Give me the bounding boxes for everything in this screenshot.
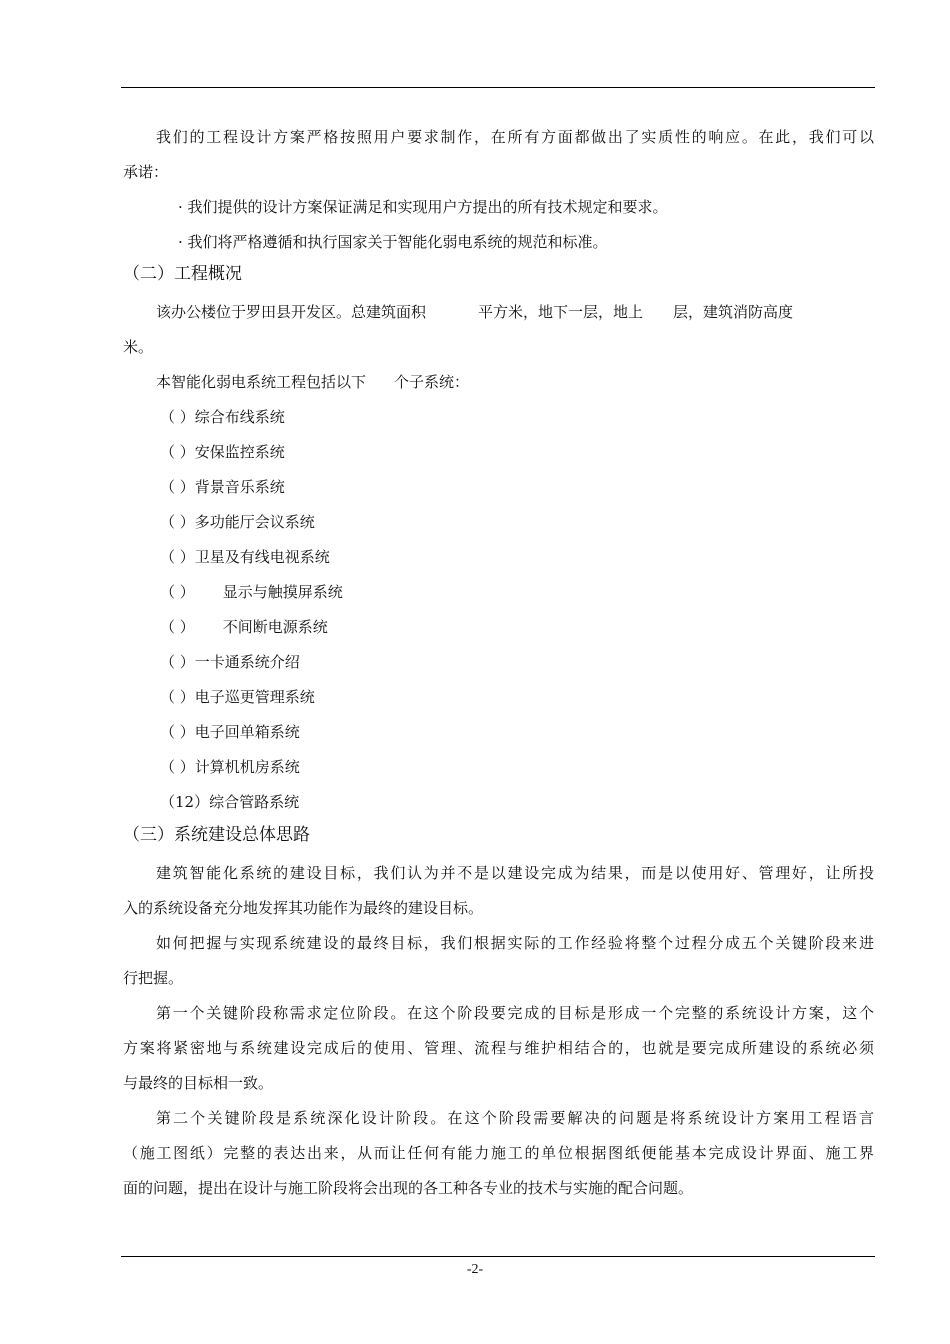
list-item	[160, 757, 300, 777]
list-item-num: （ ）	[160, 618, 195, 636]
list-item	[160, 582, 343, 602]
bullet-item: · 我们提供的设计方案保证满足和实现用户方提出的所有技术规定和要求。	[178, 198, 668, 216]
list-item-label: 显示与触摸屏系统	[222, 583, 343, 601]
overview-text-b: 平方米，地下一层，地上	[478, 303, 644, 321]
list-item-label: 综合布线系统	[194, 408, 285, 426]
list-item-num: （12）	[160, 793, 210, 811]
list-item	[160, 407, 285, 427]
list-item-label: 卫星及有线电视系统	[194, 548, 330, 566]
list-item-label: 安保监控系统	[194, 443, 285, 461]
list-item-num: （ ）	[160, 548, 195, 566]
list-item	[160, 547, 330, 567]
list-item-num: （ ）	[160, 758, 195, 776]
subsystem-intro	[156, 372, 469, 392]
paragraph-line: 如何把握与实现系统建设的最终目标，我们根据实际的工作经验将整个过程分成五个关键阶段来进	[156, 934, 874, 952]
list-item	[160, 617, 328, 637]
list-item	[160, 442, 285, 462]
overview-text-c: 层，建筑消防高度	[673, 303, 794, 321]
overview-paragraph	[156, 302, 793, 322]
paragraph-line: 与最终的目标相一致。	[123, 1074, 274, 1092]
list-item-label: 多功能厅会议系统	[194, 513, 315, 531]
list-item	[160, 792, 299, 812]
paragraph-line: （施工图纸）完整的表达出来，从而让任何有能力施工的单位根据图纸便能基本完成设计界面、施工界	[123, 1144, 874, 1162]
list-item	[160, 722, 300, 742]
list-item-label: 一卡通系统介绍	[194, 653, 300, 671]
paragraph-line: 面的问题，提出在设计与施工阶段将会出现的各工种各专业的技术与实施的配合问题。	[123, 1179, 694, 1197]
paragraph-line: 第二个关键阶段是系统深化设计阶段。在这个阶段需要解决的问题是将系统设计方案用工程语言	[156, 1109, 874, 1127]
list-item-num: （ ）	[160, 723, 195, 741]
page-number: -2-	[466, 1262, 484, 1277]
list-item-label: 综合管路系统	[209, 793, 300, 811]
list-item	[160, 687, 315, 707]
intro-line-2: 承诺：	[123, 163, 169, 181]
list-item-label: 不间断电源系统	[222, 618, 328, 636]
overview-text-a: 该办公楼位于罗田县开发区。总建筑面积	[156, 303, 427, 321]
section-heading-3: （三）系统建设总体思路	[123, 825, 310, 845]
overview-text-d: 米。	[123, 338, 154, 356]
list-item-num: （ ）	[160, 513, 195, 531]
list-item	[160, 512, 315, 532]
list-item	[160, 477, 285, 497]
list-item-num: （ ）	[160, 443, 195, 461]
list-item-num: （ ）	[160, 688, 195, 706]
subsystem-intro-b: 个子系统：	[394, 373, 470, 391]
footer-rule	[121, 1256, 875, 1257]
paragraph-line: 行把握。	[123, 969, 184, 987]
list-item-num: （ ）	[160, 583, 195, 601]
list-item	[160, 652, 300, 672]
list-item-num: （ ）	[160, 653, 195, 671]
section-heading-2: （二）工程概况	[123, 264, 242, 284]
paragraph-line: 入的系统设备充分地发挥其功能作为最终的建设目标。	[123, 899, 484, 917]
subsystem-intro-a: 本智能化弱电系统工程包括以下	[156, 373, 367, 391]
bullet-item: · 我们将严格遵循和执行国家关于智能化弱电系统的规范和标准。	[178, 233, 608, 251]
paragraph-line: 方案将紧密地与系统建设完成后的使用、管理、流程与维护相结合的，也就是要完成所建设的系统必须	[123, 1039, 874, 1057]
list-item-label: 电子回单箱系统	[194, 723, 300, 741]
list-item-label: 计算机机房系统	[194, 758, 300, 776]
paragraph-line: 第一个关键阶段称需求定位阶段。在这个阶段要完成的目标是形成一个完整的系统设计方案，这个	[156, 1004, 874, 1022]
paragraph-line: 建筑智能化系统的建设目标，我们认为并不是以建设完成为结果，而是以使用好、管理好，让所投	[156, 864, 874, 882]
list-item-num: （ ）	[160, 478, 195, 496]
list-item-label: 电子巡更管理系统	[194, 688, 315, 706]
list-item-num: （ ）	[160, 408, 195, 426]
intro-line-1: 我们的工程设计方案严格按照用户要求制作，在所有方面都做出了实质性的响应。在此，我们可以	[156, 128, 874, 146]
header-rule	[121, 87, 875, 88]
list-item-label: 背景音乐系统	[194, 478, 285, 496]
